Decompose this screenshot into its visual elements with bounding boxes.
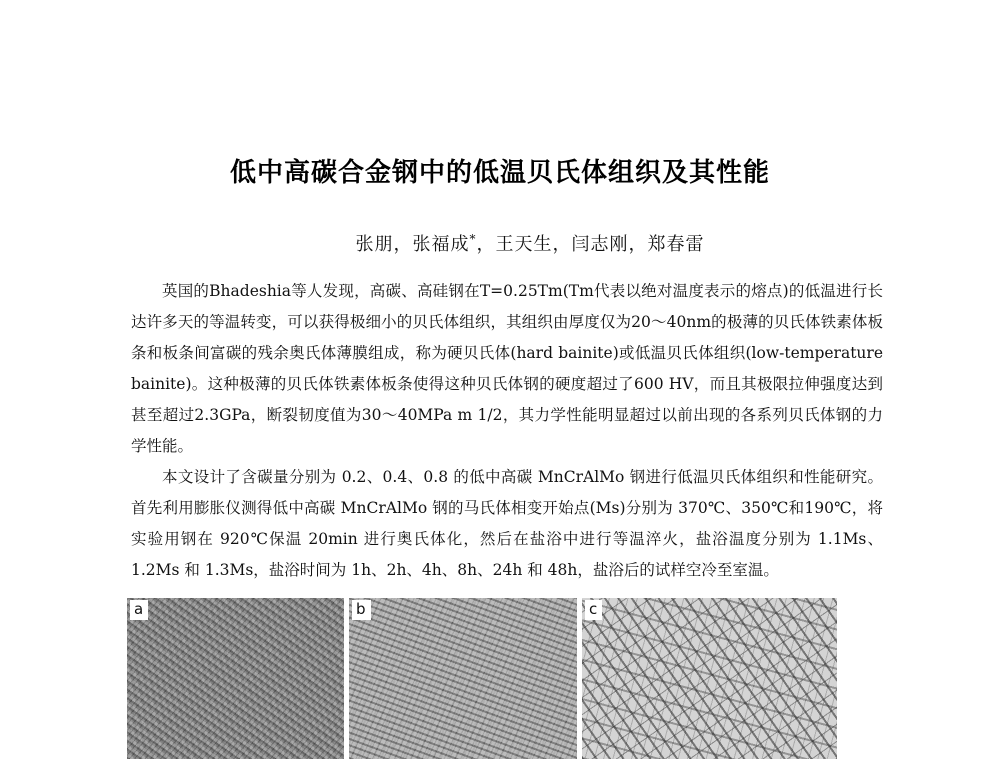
- micrograph-b: [349, 598, 577, 759]
- authors-rest: ，王天生，闫志刚，郑春雷: [476, 234, 705, 255]
- author-list: [0, 230, 1000, 256]
- micrograph-c: [582, 598, 837, 759]
- corresponding-author-mark: *: [469, 232, 477, 246]
- figure-label-b: b: [352, 600, 371, 620]
- paragraph-2: 本文设计了含碳量分别为 0.2、0.4、0.8 的低中高碳 MnCrAlMo 钢进行低温贝氏体组织和性能研究。首先利用膨胀仪测得低中高碳 MnCrAlMo 钢的马氏体相变开始点(Ms)分别为 370℃、350℃和190℃，将实验用钢在 920℃保温 20min 进行奥氏体化，然后在盐浴中进行等温淬火，盐浴温度分别为 1.1Ms、1.2Ms 和 1.3Ms，盐浴时间为 1h、2h、4h、8h、24h 和 48h，盐浴后的试样空冷至室温。: [131, 468, 883, 579]
- authors-first: 张朋，张福成: [355, 234, 470, 255]
- paragraph-1: 英国的Bhadeshia等人发现，高碳、高硅钢在T=0.25Tm(Tm代表以绝对温度表示的熔点)的低温进行长达许多天的等温转变，可以获得极细小的贝氏体组织，其组织由厚度仅为20～40nm的极薄的贝氏体铁素体板条和板条间富碳的残余奥氏体薄膜组成，称为硬贝氏体(hard bainite)或低温贝氏体组织(low-temperature bainite)。这种极薄的贝氏体铁素体板条使得这种贝氏体钢的硬度超过了600 HV，而且其极限拉伸强度达到甚至超过2.3GPa，断裂韧度值为30～40MPa m 1/2，其力学性能明显超过以前出现的各系列贝氏体钢的力学性能。: [131, 282, 883, 455]
- micrograph-a: [127, 598, 344, 759]
- micrograph-figure: [127, 598, 837, 759]
- figure-label-a: a: [130, 600, 148, 620]
- paper-title: 低中高碳合金钢中的低温贝氏体组织及其性能: [229, 158, 770, 188]
- figure-label-c: c: [585, 600, 602, 620]
- body-text: [131, 276, 883, 586]
